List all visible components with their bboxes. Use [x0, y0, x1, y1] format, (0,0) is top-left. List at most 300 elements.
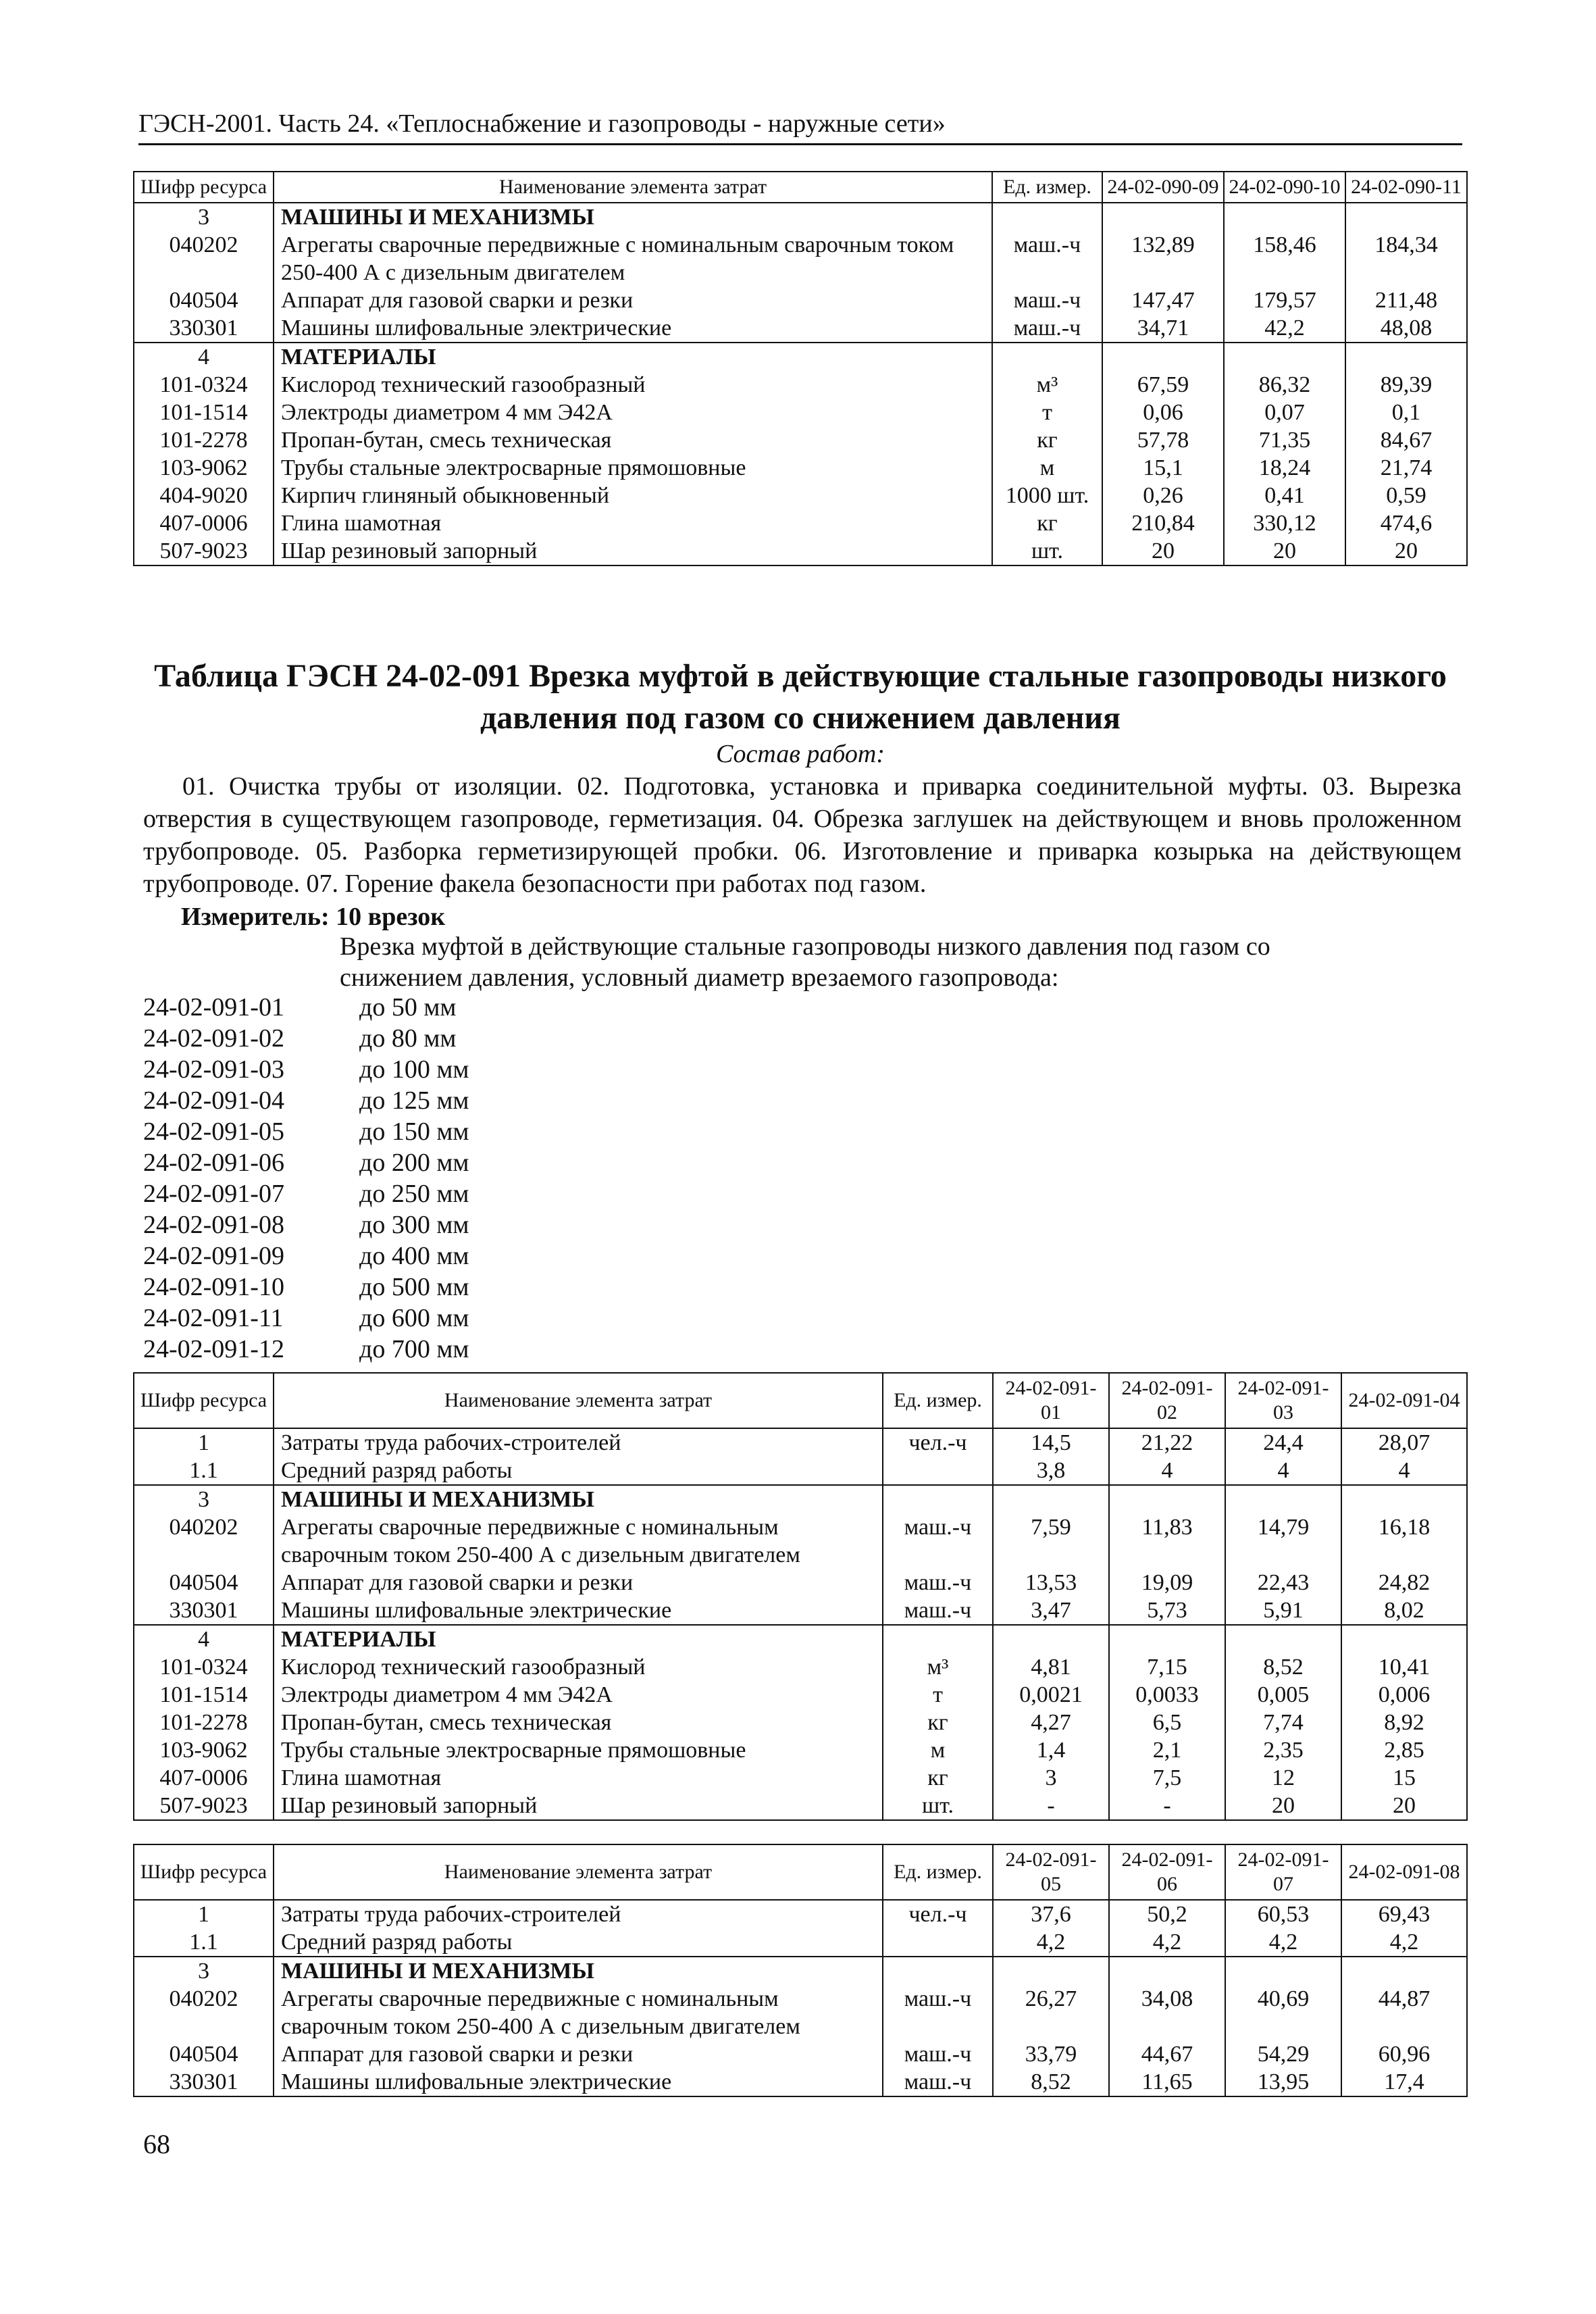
table-body	[134, 1900, 1467, 2096]
header-unit: Ед. измер.	[883, 1844, 993, 1900]
resource-code: 330301	[134, 314, 274, 343]
value-cell: 12	[1225, 1764, 1341, 1792]
value-cell: 16,18	[1341, 1513, 1467, 1569]
resource-code: 4	[134, 1625, 274, 1653]
value-cell: 4,2	[1225, 1928, 1341, 1957]
resource-code: 101-2278	[134, 1709, 274, 1736]
table-row	[134, 371, 1467, 399]
value-cell: 28,07	[1341, 1428, 1467, 1457]
resource-name: Трубы стальные электросварные прямошовные	[274, 1736, 883, 1764]
table-row	[134, 2068, 1467, 2096]
value-cell	[1225, 1625, 1341, 1653]
header-code: Шифр ресурса	[134, 1844, 274, 1900]
code-description: до 700 мм	[359, 1335, 469, 1363]
unit-cell	[883, 1485, 993, 1513]
header-col: 24-02-091-01	[993, 1373, 1109, 1428]
code-list-item	[143, 992, 469, 1023]
value-cell	[1109, 1625, 1225, 1653]
value-cell: 8,02	[1341, 1596, 1467, 1625]
value-cell: 0,0021	[993, 1681, 1109, 1709]
table-row	[134, 1792, 1467, 1820]
value-cell: 19,09	[1109, 1569, 1225, 1596]
value-cell: 0,59	[1345, 482, 1467, 509]
value-cell: 44,87	[1341, 1985, 1467, 2040]
code-description: до 100 мм	[359, 1055, 469, 1084]
resource-name: Агрегаты сварочные передвижные с номинальным сварочным током 250-400 А с дизельным двигателем	[274, 1513, 883, 1569]
value-cell: 60,96	[1341, 2040, 1467, 2068]
code-number: 24-02-091-04	[143, 1086, 284, 1115]
header-col: 24-02-090-09	[1102, 172, 1224, 203]
table-title: Таблица ГЭСН 24-02-091 Врезка муфтой в действующие стальные газопроводы низкого давления под газом со снижением давления	[154, 658, 1447, 736]
value-cell: 14,5	[993, 1428, 1109, 1457]
code-description: до 600 мм	[359, 1304, 469, 1332]
resource-code: 507-9023	[134, 1792, 274, 1820]
resource-name: Машины шлифовальные электрические	[274, 314, 992, 343]
value-cell: 4,2	[1109, 1928, 1225, 1957]
value-cell: 7,74	[1225, 1709, 1341, 1736]
value-cell: 4,2	[993, 1928, 1109, 1957]
resource-code: 507-9023	[134, 537, 274, 565]
table-row	[134, 482, 1467, 509]
value-cell: 147,47	[1102, 286, 1224, 314]
table-header-row	[134, 1844, 1467, 1900]
value-cell: 26,27	[993, 1985, 1109, 2040]
resource-name: Кислород технический газообразный	[274, 371, 992, 399]
resource-name: Шар резиновый запорный	[274, 1792, 883, 1820]
value-cell	[1225, 1957, 1341, 1985]
unit-cell	[992, 203, 1102, 231]
unit-cell	[883, 1957, 993, 1985]
section-heading: МАШИНЫ И МЕХАНИЗМЫ	[274, 1957, 883, 1985]
value-cell	[1345, 343, 1467, 371]
resource-code: 040504	[134, 2040, 274, 2068]
value-cell: 210,84	[1102, 509, 1224, 537]
code-description: до 200 мм	[359, 1149, 469, 1177]
table-row	[134, 426, 1467, 454]
code-number: 24-02-091-10	[143, 1273, 284, 1301]
value-cell	[1341, 1957, 1467, 1985]
header-code: Шифр ресурса	[134, 172, 274, 203]
value-cell: 71,35	[1224, 426, 1345, 454]
value-cell: 89,39	[1345, 371, 1467, 399]
value-cell: 8,52	[1225, 1653, 1341, 1681]
value-cell: -	[1109, 1792, 1225, 1820]
resource-name: Электроды диаметром 4 мм Э42А	[274, 1681, 883, 1709]
code-list-item	[143, 1147, 469, 1178]
code-number: 24-02-091-01	[143, 993, 284, 1022]
code-description: до 125 мм	[359, 1086, 469, 1115]
value-cell: -	[993, 1792, 1109, 1820]
resource-code: 103-9062	[134, 1736, 274, 1764]
intro-text: Врезка муфтой в действующие стальные газопроводы низкого давления под газом со снижением давления, условный диаметр врезаемого газопровода:	[340, 932, 1270, 992]
resource-table-091-a	[133, 1372, 1468, 1821]
resource-name: Глина шамотная	[274, 509, 992, 537]
page-number: 68	[143, 2129, 170, 2159]
value-cell: 11,83	[1109, 1513, 1225, 1569]
value-cell: 40,69	[1225, 1985, 1341, 2040]
unit-cell: маш.-ч	[883, 1985, 993, 2040]
table-row	[134, 1457, 1467, 1485]
value-cell: 20	[1345, 537, 1467, 565]
meter-label	[181, 901, 445, 932]
value-cell: 4,27	[993, 1709, 1109, 1736]
value-cell: 86,32	[1224, 371, 1345, 399]
table-row	[134, 454, 1467, 482]
table-row	[134, 1764, 1467, 1792]
value-cell: 474,6	[1345, 509, 1467, 537]
table-row	[134, 1985, 1467, 2040]
value-cell	[1102, 203, 1224, 231]
resource-code: 040202	[134, 1513, 274, 1569]
value-cell: 48,08	[1345, 314, 1467, 343]
meter-text: Измеритель: 10 врезок	[181, 903, 446, 931]
composition-text: 01. Очистка трубы от изоляции. 02. Подготовка, установка и приварка соединительной муфты. 03. Вырезка отверстия в существующем газопроводе, герметизация. 04. Обрезка заглушек на действующем и вновь проложенном трубопроводе. 05. Разборка герметизирующей пробки. 06. Изготовление и приварка козырька на действующем трубопроводе. 07. Горение факела безопасности при работах под газом.	[143, 772, 1462, 898]
resource-code: 330301	[134, 1596, 274, 1625]
value-cell: 7,5	[1109, 1764, 1225, 1792]
value-cell: 3,47	[993, 1596, 1109, 1625]
value-cell: 0,41	[1224, 482, 1345, 509]
unit-cell	[883, 1928, 993, 1957]
value-cell: 7,59	[993, 1513, 1109, 1569]
value-cell: 0,005	[1225, 1681, 1341, 1709]
header-col: 24-02-091-04	[1341, 1373, 1467, 1428]
value-cell	[993, 1625, 1109, 1653]
value-cell: 4	[1341, 1457, 1467, 1485]
unit-cell: шт.	[992, 537, 1102, 565]
code-description: до 50 мм	[359, 993, 457, 1022]
header-name: Наименование элемента затрат	[274, 1844, 883, 1900]
value-cell: 4	[1109, 1457, 1225, 1485]
resource-code: 404-9020	[134, 482, 274, 509]
table-row	[134, 1485, 1467, 1513]
table-row	[134, 343, 1467, 371]
section-heading: МАТЕРИАЛЫ	[274, 1625, 883, 1653]
value-cell	[993, 1485, 1109, 1513]
unit-cell: маш.-ч	[992, 231, 1102, 286]
unit-cell	[992, 343, 1102, 371]
resource-code: 1.1	[134, 1928, 274, 1957]
value-cell: 15	[1341, 1764, 1467, 1792]
table-row	[134, 537, 1467, 565]
table-row	[134, 1428, 1467, 1457]
value-cell: 21,22	[1109, 1428, 1225, 1457]
value-cell: 4	[1225, 1457, 1341, 1485]
value-cell: 8,92	[1341, 1709, 1467, 1736]
unit-cell: шт.	[883, 1792, 993, 1820]
unit-cell: т	[992, 399, 1102, 426]
resource-code: 1.1	[134, 1457, 274, 1485]
header-col: 24-02-091-05	[993, 1844, 1109, 1900]
table-body	[134, 1428, 1467, 1820]
header-name: Наименование элемента затрат	[274, 172, 992, 203]
value-cell	[1102, 343, 1224, 371]
value-cell: 20	[1224, 537, 1345, 565]
code-number: 24-02-091-09	[143, 1242, 284, 1270]
value-cell: 0,07	[1224, 399, 1345, 426]
code-description: до 300 мм	[359, 1211, 469, 1239]
resource-name: Средний разряд работы	[274, 1928, 883, 1957]
resource-code: 101-0324	[134, 1653, 274, 1681]
code-number: 24-02-091-06	[143, 1149, 284, 1177]
table-row	[134, 509, 1467, 537]
code-description: до 500 мм	[359, 1273, 469, 1301]
value-cell	[1225, 1485, 1341, 1513]
value-cell: 13,53	[993, 1569, 1109, 1596]
header-col: 24-02-091-06	[1109, 1844, 1225, 1900]
value-cell: 20	[1225, 1792, 1341, 1820]
resource-code: 040504	[134, 1569, 274, 1596]
code-list	[143, 992, 469, 1365]
value-cell: 15,1	[1102, 454, 1224, 482]
value-cell: 21,74	[1345, 454, 1467, 482]
value-cell	[1341, 1485, 1467, 1513]
unit-cell: маш.-ч	[992, 286, 1102, 314]
resource-code: 407-0006	[134, 1764, 274, 1792]
table-header-row	[134, 172, 1467, 203]
resource-name: Аппарат для газовой сварки и резки	[274, 2040, 883, 2068]
code-number: 24-02-091-02	[143, 1024, 284, 1053]
value-cell: 20	[1102, 537, 1224, 565]
value-cell: 0,1	[1345, 399, 1467, 426]
value-cell: 8,52	[993, 2068, 1109, 2096]
unit-cell: кг	[883, 1709, 993, 1736]
value-cell: 17,4	[1341, 2068, 1467, 2096]
resource-table-091-b	[133, 1844, 1468, 2097]
unit-cell: м³	[992, 371, 1102, 399]
value-cell: 57,78	[1102, 426, 1224, 454]
table-row	[134, 1681, 1467, 1709]
value-cell: 5,91	[1225, 1596, 1341, 1625]
value-cell: 4,81	[993, 1653, 1109, 1681]
value-cell: 179,57	[1224, 286, 1345, 314]
resource-name: Кирпич глиняный обыкновенный	[274, 482, 992, 509]
resource-name: Агрегаты сварочные передвижные с номинальным сварочным током 250-400 А с дизельным двигателем	[274, 231, 992, 286]
table-row	[134, 1569, 1467, 1596]
table-row	[134, 1653, 1467, 1681]
value-cell: 3,8	[993, 1457, 1109, 1485]
code-list-item	[143, 1178, 469, 1209]
value-cell	[1224, 203, 1345, 231]
unit-cell: кг	[992, 426, 1102, 454]
resource-name: Глина шамотная	[274, 1764, 883, 1792]
resource-code: 3	[134, 1957, 274, 1985]
code-list-item	[143, 1085, 469, 1116]
value-cell: 37,6	[993, 1900, 1109, 1928]
value-cell: 33,79	[993, 2040, 1109, 2068]
resource-name: Агрегаты сварочные передвижные с номинальным сварочным током 250-400 А с дизельным двигателем	[274, 1985, 883, 2040]
value-cell: 42,2	[1224, 314, 1345, 343]
table-body	[134, 203, 1467, 565]
unit-cell: 1000 шт.	[992, 482, 1102, 509]
resource-name: Аппарат для газовой сварки и резки	[274, 1569, 883, 1596]
resource-name: Затраты труда рабочих-строителей	[274, 1900, 883, 1928]
value-cell: 20	[1341, 1792, 1467, 1820]
resource-code: 3	[134, 203, 274, 231]
header-col: 24-02-091-02	[1109, 1373, 1225, 1428]
value-cell: 60,53	[1225, 1900, 1341, 1928]
value-cell	[1341, 1625, 1467, 1653]
value-cell: 0,0033	[1109, 1681, 1225, 1709]
value-cell: 34,71	[1102, 314, 1224, 343]
resource-code: 040202	[134, 231, 274, 286]
header-code: Шифр ресурса	[134, 1373, 274, 1428]
value-cell: 330,12	[1224, 509, 1345, 537]
value-cell: 158,46	[1224, 231, 1345, 286]
value-cell: 14,79	[1225, 1513, 1341, 1569]
value-cell: 13,95	[1225, 2068, 1341, 2096]
resource-code: 330301	[134, 2068, 274, 2096]
value-cell	[1224, 343, 1345, 371]
table-row	[134, 1625, 1467, 1653]
resource-code: 4	[134, 343, 274, 371]
resource-name: Машины шлифовальные электрические	[274, 1596, 883, 1625]
code-description: до 400 мм	[359, 1242, 469, 1270]
table-row	[134, 1736, 1467, 1764]
value-cell	[1109, 1957, 1225, 1985]
header-col: 24-02-091-07	[1225, 1844, 1341, 1900]
value-cell: 7,15	[1109, 1653, 1225, 1681]
header-unit: Ед. измер.	[992, 172, 1102, 203]
header-col: 24-02-091-08	[1341, 1844, 1467, 1900]
resource-name: Пропан-бутан, смесь техническая	[274, 1709, 883, 1736]
resource-code: 1	[134, 1900, 274, 1928]
code-list-item	[143, 1303, 469, 1334]
value-cell: 2,85	[1341, 1736, 1467, 1764]
resource-code: 101-1514	[134, 399, 274, 426]
resource-code: 040202	[134, 1985, 274, 2040]
code-number: 24-02-091-07	[143, 1180, 284, 1208]
value-cell: 4,2	[1341, 1928, 1467, 1957]
resource-name: Затраты труда рабочих-строителей	[274, 1428, 883, 1457]
unit-cell: м³	[883, 1653, 993, 1681]
unit-cell: маш.-ч	[883, 1596, 993, 1625]
code-list-item	[143, 1023, 469, 1054]
table-row	[134, 231, 1467, 286]
value-cell: 84,67	[1345, 426, 1467, 454]
value-cell: 44,67	[1109, 2040, 1225, 2068]
unit-cell	[883, 1457, 993, 1485]
value-cell: 22,43	[1225, 1569, 1341, 1596]
section-heading: МАШИНЫ И МЕХАНИЗМЫ	[274, 203, 992, 231]
resource-name: Кислород технический газообразный	[274, 1653, 883, 1681]
resource-name: Трубы стальные электросварные прямошовные	[274, 454, 992, 482]
value-cell: 24,82	[1341, 1569, 1467, 1596]
section-heading: МАТЕРИАЛЫ	[274, 343, 992, 371]
value-cell: 2,35	[1225, 1736, 1341, 1764]
resource-code: 040504	[134, 286, 274, 314]
value-cell: 10,41	[1341, 1653, 1467, 1681]
value-cell	[993, 1957, 1109, 1985]
code-description: до 250 мм	[359, 1180, 469, 1208]
running-header: ГЭСН-2001. Часть 24. «Теплоснабжение и газопроводы - наружные сети»	[138, 108, 1462, 145]
value-cell: 24,4	[1225, 1428, 1341, 1457]
code-number: 24-02-091-12	[143, 1335, 284, 1363]
value-cell: 18,24	[1224, 454, 1345, 482]
unit-cell: т	[883, 1681, 993, 1709]
value-cell: 34,08	[1109, 1985, 1225, 2040]
table-row	[134, 2040, 1467, 2068]
code-number: 24-02-091-05	[143, 1117, 284, 1146]
table-row	[134, 399, 1467, 426]
resource-name: Пропан-бутан, смесь техническая	[274, 426, 992, 454]
header-col: 24-02-090-10	[1224, 172, 1345, 203]
header-unit: Ед. измер.	[883, 1373, 993, 1428]
unit-cell: кг	[883, 1764, 993, 1792]
value-cell: 11,65	[1109, 2068, 1225, 2096]
value-cell: 6,5	[1109, 1709, 1225, 1736]
unit-cell: маш.-ч	[883, 1569, 993, 1596]
value-cell: 0,06	[1102, 399, 1224, 426]
unit-cell: маш.-ч	[883, 1513, 993, 1569]
resource-code: 101-2278	[134, 426, 274, 454]
unit-cell: маш.-ч	[883, 2040, 993, 2068]
unit-cell: чел.-ч	[883, 1428, 993, 1457]
value-cell: 184,34	[1345, 231, 1467, 286]
resource-code: 407-0006	[134, 509, 274, 537]
table-row	[134, 1957, 1467, 1985]
value-cell: 0,006	[1341, 1681, 1467, 1709]
resource-name: Аппарат для газовой сварки и резки	[274, 286, 992, 314]
resource-name: Шар резиновый запорный	[274, 537, 992, 565]
header-col: 24-02-090-11	[1345, 172, 1467, 203]
resource-name: Электроды диаметром 4 мм Э42А	[274, 399, 992, 426]
resource-code: 101-1514	[134, 1681, 274, 1709]
code-number: 24-02-091-11	[143, 1304, 284, 1332]
header-col: 24-02-091-03	[1225, 1373, 1341, 1428]
table-row	[134, 203, 1467, 231]
table-row	[134, 1900, 1467, 1928]
table-row	[134, 1928, 1467, 1957]
value-cell: 67,59	[1102, 371, 1224, 399]
value-cell: 69,43	[1341, 1900, 1467, 1928]
unit-cell: маш.-ч	[992, 314, 1102, 343]
code-list-item	[143, 1054, 469, 1085]
value-cell	[1345, 203, 1467, 231]
code-number: 24-02-091-08	[143, 1211, 284, 1239]
unit-cell: м	[992, 454, 1102, 482]
table-header-row	[134, 1373, 1467, 1428]
resource-table-090	[133, 171, 1468, 566]
code-list-item	[143, 1209, 469, 1240]
code-number: 24-02-091-03	[143, 1055, 284, 1084]
code-list-item	[143, 1334, 469, 1365]
resource-code: 103-9062	[134, 454, 274, 482]
unit-cell: м	[883, 1736, 993, 1764]
unit-cell: чел.-ч	[883, 1900, 993, 1928]
value-cell: 2,1	[1109, 1736, 1225, 1764]
table-row	[134, 1709, 1467, 1736]
table-row	[134, 1596, 1467, 1625]
composition-label: Состав работ:	[715, 740, 885, 768]
section-heading: МАШИНЫ И МЕХАНИЗМЫ	[274, 1485, 883, 1513]
value-cell: 132,89	[1102, 231, 1224, 286]
table-row	[134, 286, 1467, 314]
code-list-item	[143, 1116, 469, 1147]
resource-code: 1	[134, 1428, 274, 1457]
unit-cell: кг	[992, 509, 1102, 537]
code-list-item	[143, 1272, 469, 1303]
value-cell: 211,48	[1345, 286, 1467, 314]
value-cell	[1109, 1485, 1225, 1513]
table-row	[134, 314, 1467, 343]
value-cell: 50,2	[1109, 1900, 1225, 1928]
code-description: до 150 мм	[359, 1117, 469, 1146]
header-name: Наименование элемента затрат	[274, 1373, 883, 1428]
value-cell: 5,73	[1109, 1596, 1225, 1625]
resource-name: Машины шлифовальные электрические	[274, 2068, 883, 2096]
value-cell: 3	[993, 1764, 1109, 1792]
value-cell: 54,29	[1225, 2040, 1341, 2068]
